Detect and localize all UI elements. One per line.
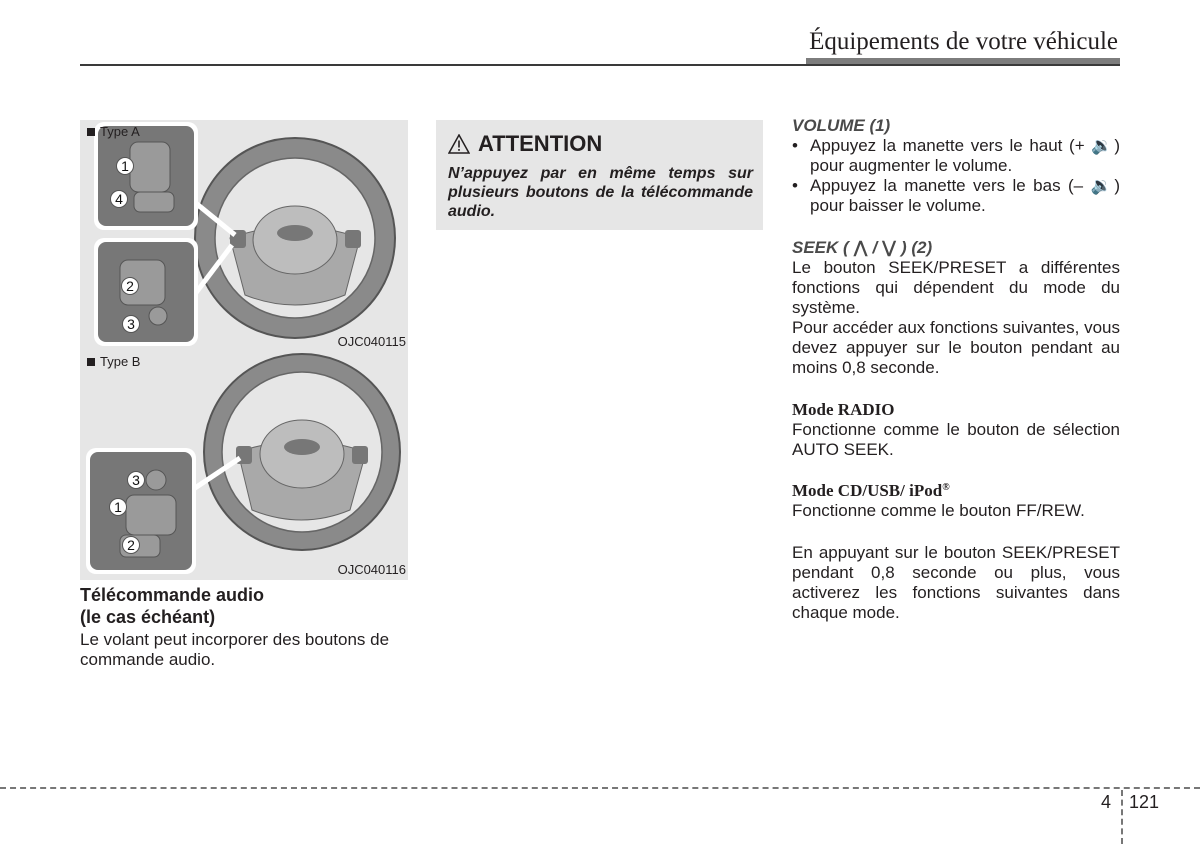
footer-dashed-divider <box>1121 790 1123 844</box>
section-intro: Le volant peut incorporer des boutons de commande audio. <box>80 630 390 669</box>
volume-heading: VOLUME (1) <box>792 116 891 135</box>
header-rule <box>80 64 1120 66</box>
callout-1: 1 <box>109 498 127 516</box>
callout-4: 4 <box>110 190 128 208</box>
callout-1: 1 <box>116 157 134 175</box>
list-item: • Appuyez la manette vers le haut (+ 🔉) pour augmenter le volume. <box>792 136 1120 175</box>
mode-radio-heading: Mode RADIO <box>792 400 895 419</box>
square-bullet-icon <box>87 128 95 136</box>
seek-hold-paragraph: En appuyant sur le bouton SEEK/PRESET pendant 0,8 seconde ou plus, vous activerez les fonctions suivantes dans chaque mode. <box>792 543 1120 622</box>
running-header-title: Équipements de votre véhicule <box>809 28 1118 55</box>
type-a-label: Type A <box>87 124 140 139</box>
attention-title: ATTENTION <box>478 131 603 156</box>
mode-cd-heading: Mode CD/USB/ iPod® <box>792 481 950 500</box>
mode-radio-text: Fonctionne comme le bouton de sélection AUTO SEEK. <box>792 420 1120 459</box>
footer-dashed-rule <box>0 787 1200 789</box>
mode-cd-text: Fonctionne comme le bouton FF/REW. <box>792 501 1085 520</box>
callout-3: 3 <box>127 471 145 489</box>
figure-type-a <box>80 120 408 352</box>
list-item: • Appuyez la manette vers le bas (– 🔉) pour baisser le volume. <box>792 176 1120 215</box>
figure-type-b <box>80 350 408 580</box>
attention-text: N’appuyez par en même temps sur plusieurs boutons de la télécommande audio. <box>448 165 753 220</box>
attention-box <box>436 120 763 230</box>
square-bullet-icon <box>87 358 95 366</box>
figure-code-b: OJC040116 <box>337 562 406 577</box>
chapter-number: 4 <box>1101 792 1112 812</box>
figure-code-a: OJC040115 <box>337 334 406 349</box>
right-column <box>792 116 1120 623</box>
page-number: 121 <box>1129 792 1160 812</box>
callout-2: 2 <box>122 536 140 554</box>
seek-paragraph-1: Le bouton SEEK/PRESET a différentes fonctions qui dépendent du mode du système. <box>792 258 1120 317</box>
callout-2: 2 <box>121 277 139 295</box>
callout-3: 3 <box>122 315 140 333</box>
seek-paragraph-2: Pour accéder aux fonctions suivantes, vous devez appuyer sur le bouton pendant au moins 0,8 seconde. <box>792 318 1120 377</box>
seek-heading: SEEK ( ⋀ / ⋁ ) (2) <box>792 238 933 257</box>
warning-triangle-icon <box>448 134 470 154</box>
type-b-label: Type B <box>87 354 140 369</box>
section-title: Télécommande audio (le cas échéant) <box>80 585 265 627</box>
